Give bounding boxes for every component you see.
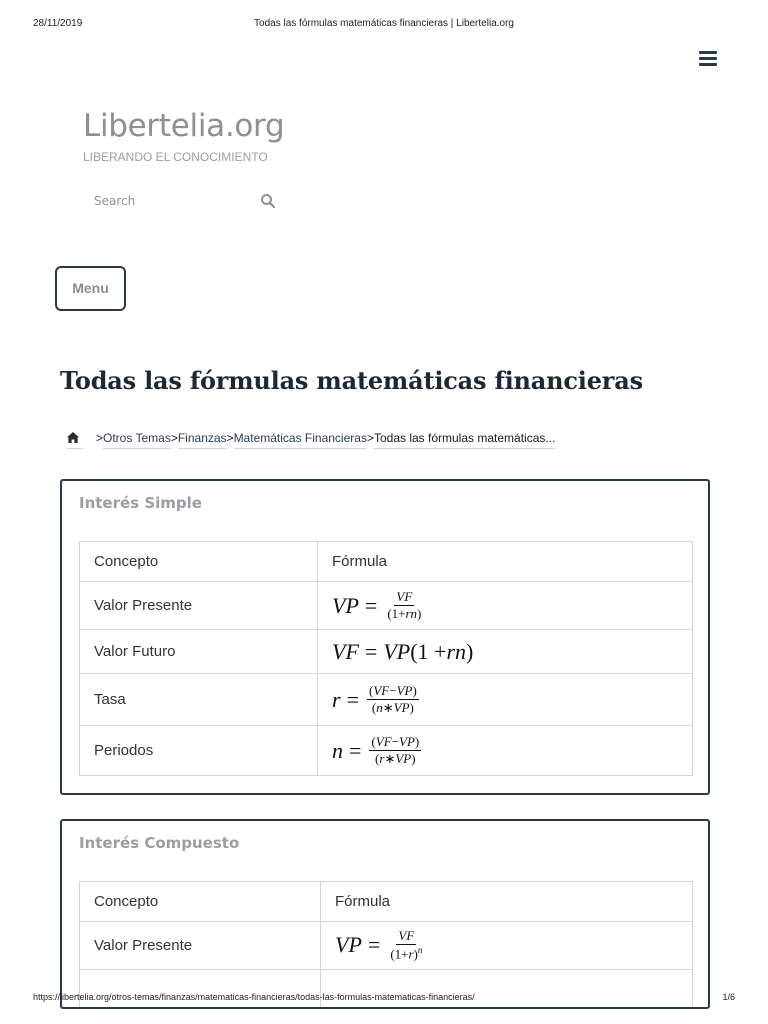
concept-cell: Valor Futuro xyxy=(80,630,318,674)
formula-cell xyxy=(321,922,693,970)
breadcrumb-link-matematicas-financieras[interactable]: Matemáticas Financieras xyxy=(234,431,367,449)
breadcrumb-separator: > xyxy=(366,431,374,445)
table-row xyxy=(80,582,693,630)
home-icon[interactable] xyxy=(67,431,83,449)
table-row xyxy=(80,630,693,674)
table-row xyxy=(80,726,693,776)
footer-page-number: 1/6 xyxy=(722,992,735,1002)
column-header-formula: Fórmula xyxy=(321,882,693,922)
print-header xyxy=(0,18,768,32)
formula-cell xyxy=(318,582,693,630)
breadcrumb-separator: > xyxy=(226,431,234,445)
hamburger-icon[interactable] xyxy=(699,51,717,67)
formula-tasa: r = $\frac{(VF-VP)}{(n∗VP)}$ xyxy=(332,682,417,715)
column-header-concepto: Concepto xyxy=(80,882,321,922)
breadcrumb-link-finanzas[interactable]: Finanzas xyxy=(178,431,227,449)
formula-cell xyxy=(318,674,693,726)
interes-simple-card xyxy=(60,479,710,795)
breadcrumb-link-otros-temas[interactable]: Otros Temas xyxy=(103,431,171,449)
formula-valor-futuro: VF = VP (1 + rn ) xyxy=(332,638,474,664)
site-title[interactable]: Libertelia.org xyxy=(83,108,285,144)
concept-cell: Periodos xyxy=(80,726,318,776)
column-header-concepto: Concepto xyxy=(80,542,318,582)
search-icon[interactable] xyxy=(260,193,276,209)
search-input[interactable] xyxy=(84,186,254,216)
print-date: 28/11/2019 xyxy=(33,18,83,29)
formula-table xyxy=(79,881,693,1009)
interes-compuesto-card xyxy=(60,819,710,1009)
breadcrumb-separator: > xyxy=(170,431,178,445)
card-title: Interés Compuesto xyxy=(79,834,240,852)
breadcrumb xyxy=(67,431,555,451)
search-box xyxy=(84,186,280,216)
concept-cell: Valor Presente xyxy=(80,922,321,970)
print-footer xyxy=(0,992,768,1006)
table-header-row xyxy=(80,542,693,582)
column-header-formula: Fórmula xyxy=(318,542,693,582)
breadcrumb-separator: > xyxy=(96,431,104,445)
card-title: Interés Simple xyxy=(79,494,202,512)
formula-periodos: n = $\frac{(VF-VP)}{(r∗VP)}$ xyxy=(332,733,420,766)
concept-cell: Valor Presente xyxy=(80,582,318,630)
concept-cell: Tasa xyxy=(80,674,318,726)
formula-valor-presente-compuesto: VP = $\frac{VF}{(1+r)^n}$ xyxy=(335,928,423,962)
formula-table xyxy=(79,541,693,776)
formula-valor-presente: VP = $\frac{VF}{(1+rn)}$ xyxy=(332,588,422,621)
table-header-row xyxy=(80,882,693,922)
menu-button[interactable]: Menu xyxy=(55,266,126,311)
breadcrumb-current: Todas las fórmulas matemáticas... xyxy=(374,431,555,449)
table-row xyxy=(80,922,693,970)
table-row xyxy=(80,674,693,726)
formula-cell xyxy=(318,726,693,776)
print-title: Todas las fórmulas matemáticas financieras | Libertelia.org xyxy=(254,18,514,29)
footer-url: https://libertelia.org/otros-temas/finanzas/matematicas-financieras/todas-las-formulas-matematicas-financieras/ xyxy=(33,992,475,1002)
page-title: Todas las fórmulas matemáticas financieras xyxy=(60,366,643,395)
formula-cell xyxy=(318,630,693,674)
site-tagline: LIBERANDO EL CONOCIMIENTO xyxy=(83,150,268,164)
